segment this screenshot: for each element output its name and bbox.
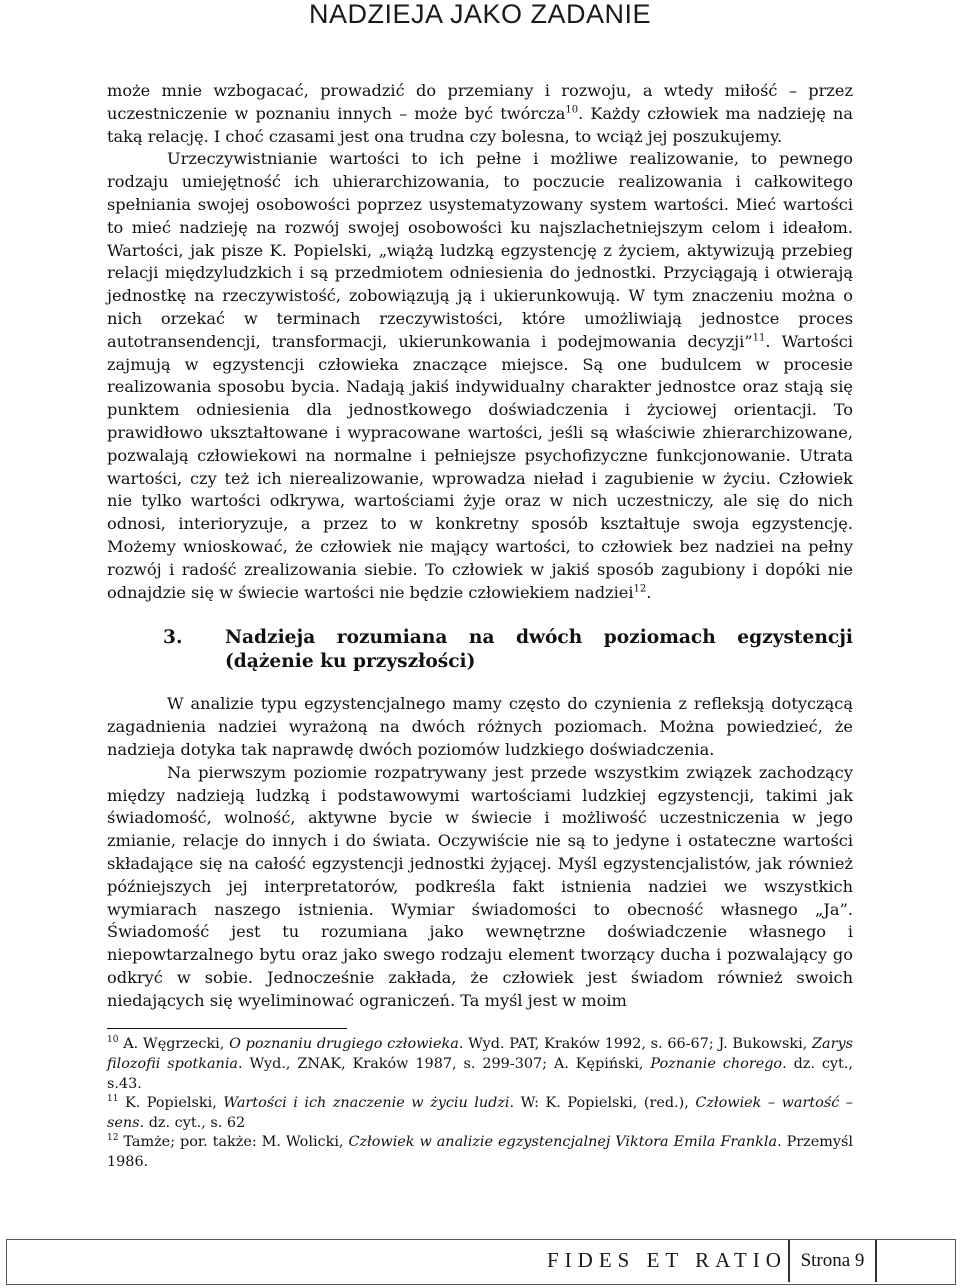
text-span: . Każdy człowiek ma nadzieję na taką relację. I choć czasami jest ona trudna czy bolesna, to wciąż jej poszukujemy. bbox=[107, 103, 853, 146]
paragraph-analysis: W analizie typu egzystencjalnego mamy często do czynienia z refleksją dotyczącą zagadnienia nadziei wyrażoną na dwóch różnych poziomach. Można powiedzieć, że nadzieja dotyka tak naprawdę dwóch poziomów ludzkiego doświadczenia. bbox=[107, 694, 853, 759]
book-title: Zarys filozofii spotkania bbox=[107, 1036, 853, 1073]
footnote-number: 10 bbox=[107, 1035, 119, 1046]
footnote-separator bbox=[107, 1028, 347, 1029]
footnote-number: 12 bbox=[107, 1133, 119, 1144]
text-span: . Przemyśl 1986. bbox=[107, 1134, 853, 1171]
footnote-ref-10[interactable]: 10 bbox=[565, 104, 579, 116]
book-title: O poznaniu drugiego człowieka bbox=[229, 1036, 459, 1053]
page-body bbox=[107, 80, 853, 1173]
text-span: K. Popielski, bbox=[118, 1095, 224, 1112]
text-span: może mnie wzbogacać, prowadzić do przemiany i rozwoju, a wtedy miłość – przez uczestniczenie w poznaniu innych – może być twórcza bbox=[107, 81, 853, 123]
footnote-12 bbox=[107, 1133, 853, 1172]
book-title: Człowiek w analizie egzystencjalnej Viktora Emila Frankla bbox=[348, 1134, 778, 1151]
section-title: Nadzieja rozumiana na dwóch poziomach egzystencji (dążenie ku przyszłości) bbox=[225, 627, 853, 673]
page-footer bbox=[6, 1239, 956, 1285]
footnote-ref-11[interactable]: 11 bbox=[752, 332, 766, 344]
journal-name: FIDES ET RATIO bbox=[547, 1248, 787, 1272]
footnote-10 bbox=[107, 1035, 853, 1094]
book-title: Poznanie chorego bbox=[650, 1056, 783, 1073]
paragraph-first-level: Na pierwszym poziomie rozpatrywany jest przede wszystkim związek zachodzący między nadzieją ludzką i podstawowymi wartościami ludzkiej egzystencji, takimi jak świadomość, wolność, aktywne bycie w świecie i możliwość uczestniczenia w jego zmianie, relacje do innych i do świata. Oczywiście nie są to jedyne i ostateczne wartości składające się na całość egzystencji jednostki żyjącej. Myśl egzystencjalistów, jak również późniejszych jej interpretatorów, podkreśla fakt istnienia nadziei we wszystkich wymiarach naszego istnienia. Wymiar świadomości to obecność własnego „Ja”. Świadomość jest tu rozumiana jako wewnętrzne doświadczenie własnego i niepowtarzalnego bytu oraz jako swego rodzaju element tworzący ducha i pozwalający go odkryć w sobie. Jednocześnie zakłada, że człowiek jest świadom również swoich niedających się wyeliminować ograniczeń. Ta myśl jest w moim bbox=[107, 762, 853, 1010]
text-span: . Wyd., ZNAK, Kraków 1987, s. 299-307; A. Kępiński, bbox=[238, 1056, 651, 1073]
page-number: Strona 9 bbox=[788, 1240, 877, 1282]
running-header: NADZIEJA JAKO ZADANIE bbox=[308, 0, 652, 29]
text-span: A. Węgrzecki, bbox=[118, 1036, 230, 1053]
paragraph-continuation bbox=[107, 80, 853, 148]
section-number: 3. bbox=[163, 627, 183, 649]
book-title: Wartości i ich znaczenie w życiu ludzi bbox=[223, 1095, 510, 1112]
text-span: . Wyd. PAT, Kraków 1992, s. 66-67; J. Bukowski, bbox=[458, 1036, 812, 1053]
text-span: . bbox=[646, 582, 652, 602]
paragraph-values bbox=[107, 148, 853, 604]
text-span: . Wartości zajmują w egzystencji człowieka znaczące miejsce. Są one budulcem w procesie realizowania sposobu bycia. Nadają jakiś indywidualny charakter jednostce oraz stają się punktem odniesienia dla jednostkowego doświadczenia i życiowej orientacji. To prawidłowo ukształtowane i wypracowane wartości, jeśli są właściwie zhierarchizowane, pozwalają człowiekowi na normalne i pełniejsze psychofizyczne funkcjonowanie. Utrata wartości, czy też ich nierealizowanie, wprowadza nieład i zagubienie w życiu. Człowiek nie tylko wartości odkrywa, wartościami żyje oraz w nich uczestniczy, ale się do nich odnosi, interioryzuje, a przez to w konkretny sposób kształtuje swoja egzystencję. Możemy wnioskować, że człowiek nie mający wartości, to człowiek bez nadziei na pełny rozwój i radość zrealizowania siebie. To człowiek w jakiś sposób zagubiony i dopóki nie odnajdzie się w świecie wartości nie będzie człowiekiem nadziei bbox=[107, 331, 853, 602]
section-heading bbox=[107, 626, 853, 674]
footnote-ref-12[interactable]: 12 bbox=[633, 583, 647, 595]
text-span: Tamże; por. także: M. Wolicki, bbox=[118, 1134, 349, 1151]
book-title: Człowiek – wartość – sens bbox=[107, 1095, 853, 1131]
footnote-number: 11 bbox=[107, 1094, 119, 1105]
footnote-11 bbox=[107, 1094, 853, 1133]
text-span: . W: K. Popielski, (red.), bbox=[509, 1095, 696, 1112]
text-span: Urzeczywistnianie wartości to ich pełne i możliwe realizowanie, to pewnego rodzaju umiejętność ich uhierarchizowania, to poczucie realizowania i całkowitego spełniania swojej osobowości poprzez usystematyzowany system wartości. Mieć wartości to mieć nadzieję na rozwój swojej osobowości ku najszlachetniejszym celom i ideałom. Wartości, jak pisze K. Popielski, „wiążą ludzką egzystencję z życiem, aktywizują przebieg relacji międzyludzkich i są przedmiotem odniesienia do jednostki. Przyciągają i otwierają jednostkę na rzeczywistość, zobowiązują ją i ukierunkowują. W tym znaczeniu można o nich orzekać w terminach rzeczywistości, które umożliwiają jednostce proces autotransendencji, transformacji, ukierunkowania i podejmowania decyzji” bbox=[107, 149, 853, 351]
text-span: . dz. cyt., s.43. bbox=[107, 1056, 853, 1092]
footnotes bbox=[107, 1035, 853, 1172]
text-span: . dz. cyt., s. 62 bbox=[139, 1114, 246, 1131]
